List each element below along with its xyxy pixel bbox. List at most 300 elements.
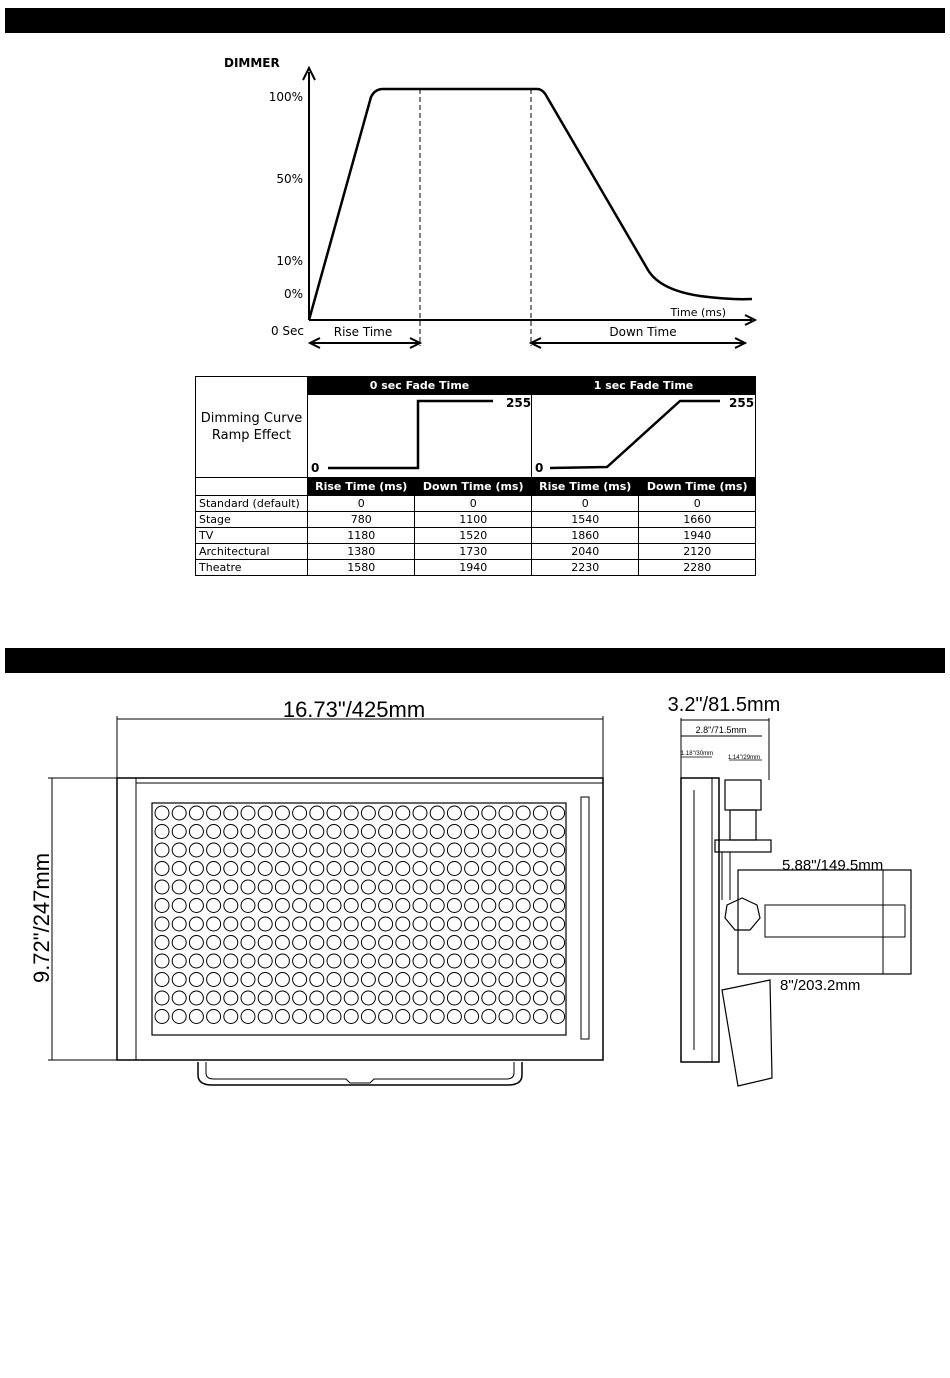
led-lens bbox=[224, 843, 238, 857]
led-lens bbox=[482, 936, 496, 950]
led-lens bbox=[396, 973, 410, 987]
led-lens bbox=[482, 825, 496, 839]
cell-value: 1180 bbox=[308, 528, 415, 544]
led-lens bbox=[465, 880, 479, 894]
fixture-front-body bbox=[117, 778, 603, 1060]
ramp-low-label: 0 bbox=[311, 461, 320, 475]
led-lens bbox=[551, 806, 565, 820]
led-lens bbox=[533, 862, 547, 876]
led-lens bbox=[430, 954, 444, 968]
led-lens bbox=[533, 973, 547, 987]
led-lens bbox=[172, 991, 186, 1005]
cell-value: 2230 bbox=[532, 560, 639, 576]
led-lens bbox=[241, 899, 255, 913]
led-lens bbox=[310, 825, 324, 839]
led-lens bbox=[275, 825, 289, 839]
led-lens bbox=[293, 917, 307, 931]
led-lens bbox=[396, 843, 410, 857]
cell-value: 1730 bbox=[415, 544, 532, 560]
led-lens bbox=[293, 1010, 307, 1024]
led-lens bbox=[172, 825, 186, 839]
led-lens bbox=[379, 973, 393, 987]
led-lens bbox=[258, 973, 272, 987]
led-lens bbox=[275, 843, 289, 857]
led-lens bbox=[172, 936, 186, 950]
cell-value: 780 bbox=[308, 512, 415, 528]
led-lens bbox=[310, 806, 324, 820]
led-grid bbox=[155, 806, 565, 1024]
led-lens bbox=[533, 843, 547, 857]
led-lens bbox=[430, 936, 444, 950]
led-lens bbox=[155, 806, 169, 820]
led-lens bbox=[310, 843, 324, 857]
led-lens bbox=[499, 1010, 513, 1024]
led-lens bbox=[207, 806, 221, 820]
led-lens bbox=[551, 1010, 565, 1024]
led-lens bbox=[224, 973, 238, 987]
led-lens bbox=[293, 973, 307, 987]
led-lens bbox=[465, 973, 479, 987]
table-row bbox=[196, 496, 756, 512]
led-lens bbox=[465, 936, 479, 950]
cell-value: 1660 bbox=[639, 512, 756, 528]
yoke-leg bbox=[722, 980, 772, 1086]
small-dim-a-label: 1.18"/30mm bbox=[680, 751, 714, 757]
led-lens bbox=[379, 843, 393, 857]
led-lens bbox=[533, 899, 547, 913]
led-lens bbox=[551, 843, 565, 857]
led-lens bbox=[396, 899, 410, 913]
led-lens bbox=[396, 825, 410, 839]
led-lens bbox=[482, 973, 496, 987]
led-lens bbox=[499, 843, 513, 857]
led-lens bbox=[379, 936, 393, 950]
led-lens bbox=[430, 973, 444, 987]
led-lens bbox=[172, 862, 186, 876]
led-lens bbox=[379, 1010, 393, 1024]
y-tick-100: 100% bbox=[268, 90, 303, 104]
led-lens bbox=[207, 1010, 221, 1024]
col-header-down-1: Down Time (ms) bbox=[639, 478, 756, 496]
height-dimension-label: 9.72"/247mm bbox=[29, 852, 54, 984]
led-lens bbox=[155, 880, 169, 894]
led-lens bbox=[155, 991, 169, 1005]
led-lens bbox=[155, 899, 169, 913]
led-lens bbox=[465, 991, 479, 1005]
led-lens bbox=[379, 917, 393, 931]
led-lens bbox=[413, 936, 427, 950]
led-lens bbox=[499, 862, 513, 876]
led-lens bbox=[413, 991, 427, 1005]
led-lens bbox=[430, 862, 444, 876]
clamp-plate bbox=[715, 840, 771, 852]
led-lens bbox=[293, 954, 307, 968]
fixture-side-rail bbox=[581, 797, 589, 1039]
depth-dimension-label: 3.2"/81.5mm bbox=[667, 694, 781, 716]
led-lens bbox=[293, 862, 307, 876]
led-lens bbox=[361, 843, 375, 857]
led-lens bbox=[533, 880, 547, 894]
led-lens bbox=[551, 917, 565, 931]
led-lens bbox=[379, 899, 393, 913]
led-lens bbox=[275, 1010, 289, 1024]
led-lens bbox=[155, 862, 169, 876]
ramp-effect-label: Dimming Curve Ramp Effect bbox=[196, 377, 308, 478]
led-lens bbox=[327, 843, 341, 857]
led-lens bbox=[224, 936, 238, 950]
led-lens bbox=[413, 973, 427, 987]
led-lens bbox=[207, 880, 221, 894]
led-lens bbox=[241, 917, 255, 931]
led-lens bbox=[155, 954, 169, 968]
table-row bbox=[196, 544, 756, 560]
led-lens bbox=[241, 825, 255, 839]
led-lens bbox=[172, 806, 186, 820]
led-lens bbox=[413, 843, 427, 857]
led-lens bbox=[310, 880, 324, 894]
led-lens bbox=[207, 973, 221, 987]
led-lens bbox=[207, 825, 221, 839]
led-lens bbox=[447, 880, 461, 894]
cell-value: 2040 bbox=[532, 544, 639, 560]
dimming-curve-table bbox=[195, 376, 756, 576]
led-lens bbox=[189, 880, 203, 894]
led-lens bbox=[551, 936, 565, 950]
led-lens bbox=[327, 806, 341, 820]
led-lens bbox=[275, 862, 289, 876]
led-lens bbox=[172, 973, 186, 987]
led-lens bbox=[293, 843, 307, 857]
led-lens bbox=[293, 825, 307, 839]
cell-value: 2280 bbox=[639, 560, 756, 576]
led-lens bbox=[516, 954, 530, 968]
led-lens bbox=[155, 843, 169, 857]
led-lens bbox=[275, 936, 289, 950]
led-lens bbox=[189, 862, 203, 876]
led-lens bbox=[465, 899, 479, 913]
led-lens bbox=[516, 880, 530, 894]
led-lens bbox=[361, 991, 375, 1005]
led-lens bbox=[258, 991, 272, 1005]
led-lens bbox=[241, 1010, 255, 1024]
cell-value: 1520 bbox=[415, 528, 532, 544]
led-lens bbox=[224, 1010, 238, 1024]
led-lens bbox=[275, 899, 289, 913]
led-lens bbox=[482, 1010, 496, 1024]
led-lens bbox=[447, 806, 461, 820]
led-lens bbox=[465, 1010, 479, 1024]
led-lens bbox=[465, 862, 479, 876]
group-header-1sec: 1 sec Fade Time bbox=[532, 377, 756, 395]
led-lens bbox=[241, 806, 255, 820]
led-lens bbox=[533, 1010, 547, 1024]
led-lens bbox=[447, 862, 461, 876]
led-lens bbox=[224, 917, 238, 931]
led-lens bbox=[275, 880, 289, 894]
led-lens bbox=[482, 880, 496, 894]
led-lens bbox=[189, 1010, 203, 1024]
led-lens bbox=[516, 991, 530, 1005]
led-lens bbox=[172, 954, 186, 968]
down-time-label: Down Time bbox=[609, 325, 677, 339]
led-lens bbox=[207, 843, 221, 857]
led-lens bbox=[396, 880, 410, 894]
led-lens bbox=[551, 973, 565, 987]
led-lens bbox=[447, 917, 461, 931]
led-lens bbox=[430, 917, 444, 931]
led-lens bbox=[172, 899, 186, 913]
led-lens bbox=[499, 991, 513, 1005]
row-name: TV bbox=[196, 528, 308, 544]
led-lens bbox=[327, 862, 341, 876]
led-lens bbox=[465, 825, 479, 839]
led-lens bbox=[172, 843, 186, 857]
led-lens bbox=[361, 806, 375, 820]
led-lens bbox=[258, 936, 272, 950]
led-lens bbox=[379, 806, 393, 820]
led-lens bbox=[533, 806, 547, 820]
led-lens bbox=[310, 899, 324, 913]
led-lens bbox=[379, 825, 393, 839]
led-lens bbox=[396, 954, 410, 968]
led-lens bbox=[172, 917, 186, 931]
section-header-bar bbox=[5, 648, 945, 673]
led-lens bbox=[241, 991, 255, 1005]
led-lens bbox=[327, 1010, 341, 1024]
led-lens bbox=[327, 973, 341, 987]
led-lens bbox=[533, 954, 547, 968]
ramp-high-label: 255 bbox=[729, 396, 755, 410]
ramp-low-label: 0 bbox=[535, 461, 544, 475]
led-lens bbox=[155, 825, 169, 839]
led-lens bbox=[258, 917, 272, 931]
ramp-graph-0sec bbox=[308, 395, 532, 478]
led-lens bbox=[361, 973, 375, 987]
led-lens bbox=[275, 954, 289, 968]
led-lens bbox=[207, 899, 221, 913]
led-lens bbox=[396, 936, 410, 950]
led-lens bbox=[482, 899, 496, 913]
led-lens bbox=[499, 880, 513, 894]
led-lens bbox=[344, 862, 358, 876]
led-lens bbox=[482, 843, 496, 857]
fixture-side-body bbox=[681, 778, 719, 1062]
led-lens bbox=[413, 954, 427, 968]
led-lens bbox=[533, 991, 547, 1005]
led-lens bbox=[344, 917, 358, 931]
small-dim-b-label: 1.14"/29mm bbox=[727, 755, 761, 761]
led-lens bbox=[258, 806, 272, 820]
led-lens bbox=[499, 825, 513, 839]
led-lens bbox=[189, 917, 203, 931]
led-lens bbox=[361, 954, 375, 968]
rise-time-label: Rise Time bbox=[333, 325, 393, 339]
led-lens bbox=[155, 917, 169, 931]
led-lens bbox=[499, 917, 513, 931]
cell-value: 1860 bbox=[532, 528, 639, 544]
led-lens bbox=[413, 899, 427, 913]
ramp-high-label: 255 bbox=[506, 396, 531, 410]
led-lens bbox=[258, 954, 272, 968]
led-lens bbox=[465, 843, 479, 857]
led-lens bbox=[379, 991, 393, 1005]
led-lens bbox=[310, 954, 324, 968]
led-lens bbox=[551, 899, 565, 913]
led-lens bbox=[430, 843, 444, 857]
y-tick-10: 10% bbox=[276, 254, 303, 268]
led-lens bbox=[413, 862, 427, 876]
group-header-0sec: 0 sec Fade Time bbox=[308, 377, 532, 395]
led-lens bbox=[189, 936, 203, 950]
width-dimension-label: 16.73"/425mm bbox=[282, 697, 426, 722]
led-lens bbox=[533, 936, 547, 950]
cell-value: 1580 bbox=[308, 560, 415, 576]
led-lens bbox=[447, 1010, 461, 1024]
led-lens bbox=[430, 825, 444, 839]
led-lens bbox=[361, 825, 375, 839]
led-lens bbox=[327, 880, 341, 894]
led-lens bbox=[344, 880, 358, 894]
row-name: Theatre bbox=[196, 560, 308, 576]
led-lens bbox=[310, 991, 324, 1005]
led-lens bbox=[172, 1010, 186, 1024]
led-lens bbox=[344, 899, 358, 913]
led-lens bbox=[516, 862, 530, 876]
led-lens bbox=[361, 899, 375, 913]
led-lens bbox=[293, 806, 307, 820]
bracket-arm bbox=[738, 870, 911, 974]
depth-inner-label: 2.8"/71.5mm bbox=[695, 725, 747, 735]
led-lens bbox=[207, 991, 221, 1005]
led-lens bbox=[241, 973, 255, 987]
row-name: Standard (default) bbox=[196, 496, 308, 512]
cell-value: 0 bbox=[639, 496, 756, 512]
led-lens bbox=[516, 899, 530, 913]
led-lens bbox=[344, 843, 358, 857]
led-lens bbox=[327, 917, 341, 931]
led-lens bbox=[207, 862, 221, 876]
col-header-down-0: Down Time (ms) bbox=[415, 478, 532, 496]
cell-value: 1380 bbox=[308, 544, 415, 560]
led-lens bbox=[482, 806, 496, 820]
led-lens bbox=[344, 806, 358, 820]
header-corner bbox=[196, 478, 308, 496]
led-lens bbox=[224, 899, 238, 913]
led-lens bbox=[293, 936, 307, 950]
led-lens bbox=[482, 954, 496, 968]
led-lens bbox=[551, 880, 565, 894]
table-row bbox=[196, 560, 756, 576]
cell-value: 1100 bbox=[415, 512, 532, 528]
led-lens bbox=[224, 825, 238, 839]
led-lens bbox=[275, 806, 289, 820]
led-lens bbox=[499, 954, 513, 968]
led-lens bbox=[396, 1010, 410, 1024]
led-lens bbox=[258, 1010, 272, 1024]
led-lens bbox=[310, 936, 324, 950]
led-lens bbox=[275, 973, 289, 987]
led-lens bbox=[189, 806, 203, 820]
origin-label: 0 Sec bbox=[270, 324, 304, 338]
led-lens bbox=[447, 843, 461, 857]
led-lens bbox=[533, 825, 547, 839]
led-lens bbox=[241, 936, 255, 950]
led-lens bbox=[551, 954, 565, 968]
led-lens bbox=[447, 899, 461, 913]
led-lens bbox=[447, 954, 461, 968]
led-lens bbox=[224, 862, 238, 876]
led-lens bbox=[551, 991, 565, 1005]
led-lens bbox=[447, 973, 461, 987]
led-lens bbox=[499, 936, 513, 950]
led-lens bbox=[293, 880, 307, 894]
led-lens bbox=[379, 880, 393, 894]
led-lens bbox=[155, 973, 169, 987]
led-lens bbox=[224, 806, 238, 820]
led-lens bbox=[499, 899, 513, 913]
led-lens bbox=[155, 1010, 169, 1024]
cell-value: 1540 bbox=[532, 512, 639, 528]
col-header-rise-1: Rise Time (ms) bbox=[532, 478, 639, 496]
led-lens bbox=[379, 862, 393, 876]
led-lens bbox=[327, 954, 341, 968]
led-lens bbox=[275, 991, 289, 1005]
led-lens bbox=[551, 825, 565, 839]
mounting-bracket-front bbox=[198, 1062, 522, 1085]
led-lens bbox=[310, 862, 324, 876]
led-lens bbox=[516, 825, 530, 839]
led-lens bbox=[413, 917, 427, 931]
led-lens bbox=[396, 917, 410, 931]
step-ramp-line bbox=[328, 401, 493, 468]
mounting-bracket-inner bbox=[206, 1062, 514, 1083]
led-lens bbox=[413, 806, 427, 820]
led-lens bbox=[293, 899, 307, 913]
table-row bbox=[196, 512, 756, 528]
led-lens bbox=[430, 1010, 444, 1024]
led-lens bbox=[344, 825, 358, 839]
led-lens bbox=[396, 862, 410, 876]
slope-ramp-line bbox=[550, 401, 720, 468]
led-lens bbox=[447, 936, 461, 950]
cell-value: 2120 bbox=[639, 544, 756, 560]
led-lens bbox=[413, 825, 427, 839]
cell-value: 1940 bbox=[415, 560, 532, 576]
led-lens bbox=[465, 806, 479, 820]
led-lens bbox=[361, 880, 375, 894]
led-lens bbox=[258, 862, 272, 876]
led-lens bbox=[224, 880, 238, 894]
led-lens bbox=[516, 917, 530, 931]
led-lens bbox=[224, 954, 238, 968]
led-lens bbox=[224, 991, 238, 1005]
led-lens bbox=[413, 880, 427, 894]
led-lens bbox=[396, 806, 410, 820]
tilt-knob bbox=[725, 898, 760, 930]
led-lens bbox=[533, 917, 547, 931]
led-lens bbox=[482, 862, 496, 876]
led-lens bbox=[430, 991, 444, 1005]
led-lens bbox=[465, 954, 479, 968]
ramp-graph-1sec bbox=[532, 395, 756, 478]
led-lens bbox=[189, 899, 203, 913]
led-lens bbox=[207, 917, 221, 931]
led-lens bbox=[241, 880, 255, 894]
led-lens bbox=[327, 991, 341, 1005]
led-lens bbox=[499, 973, 513, 987]
col-header-rise-0: Rise Time (ms) bbox=[308, 478, 415, 496]
led-lens bbox=[516, 806, 530, 820]
